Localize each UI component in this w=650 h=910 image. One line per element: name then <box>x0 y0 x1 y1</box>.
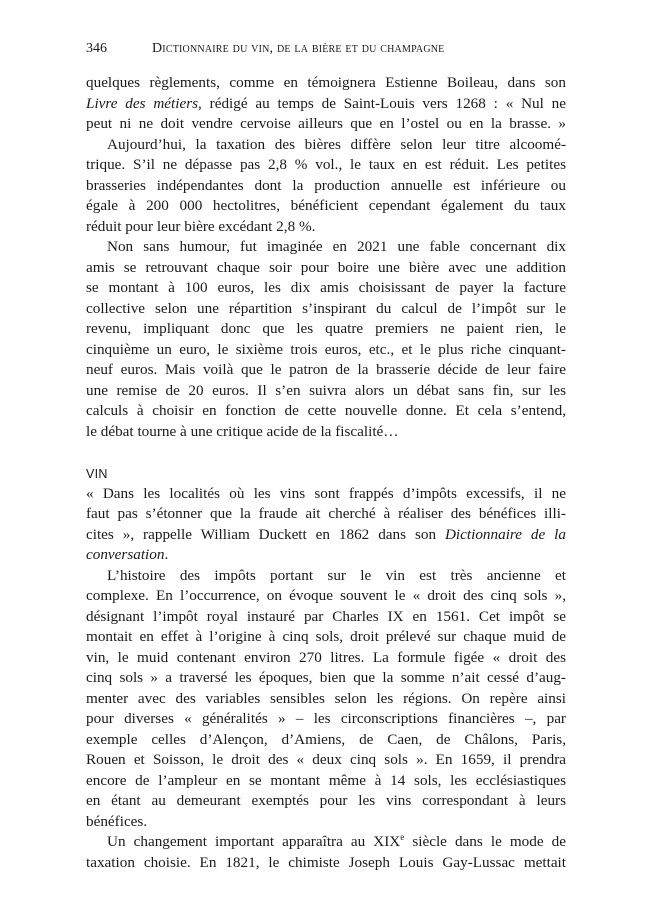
text-line: complexe. En l’occurrence, on évoque souvent le « droit des cinq sols », <box>86 587 566 604</box>
book-title: Dictionnaire de la <box>444 525 566 543</box>
text-line: cinquième un euro, le sixième trois euros, etc., et le plus riche cinquant- <box>86 340 566 358</box>
text-line: L’histoire des impôts portant sur le vin est très ancienne et <box>107 566 566 584</box>
section-spacer <box>86 442 566 463</box>
text-line: collective selon une répartition s’inspirant du calcul de l’impôt sur le <box>86 299 566 317</box>
text-line: bénéfices. <box>86 812 148 830</box>
book-title: Livre des métiers <box>86 94 199 112</box>
text-line: une remise de 20 euros. Il s’en suivra alors un débat sans fin, sur les <box>86 381 566 399</box>
text-line: amis se retrouvant chaque soir pour boire une bière avec une addition <box>86 258 566 276</box>
text-line: cinq sols » a traversé les époques, bien que la somme n’ait cessé d’aug- <box>86 669 566 686</box>
text-line: le débat tourne à une critique acide de la fiscalité… <box>86 422 399 440</box>
text-line: Rouen et Soisson, le droit des « deux cinq sols ». En 1659, il prendra <box>86 751 566 768</box>
running-header <box>86 40 566 58</box>
text-line: trique. S’il ne dépasse pas 2,8 % vol., le taux en est réduit. Les petites <box>86 156 566 173</box>
text-line: en étant au demeurant exemptés pour les vins correspondant à leurs <box>86 792 566 809</box>
entry-heading: VIN <box>86 467 108 481</box>
text-line: revenu, impliquant donc que les quatre premiers ne paient rien, le <box>86 320 566 337</box>
text-line: désignant l’impôt royal instauré par Charles IX en 1561. Cet impôt se <box>86 607 566 625</box>
text-line: vin, le muid contenant environ 270 litres. La formule figée « droit des <box>86 648 566 666</box>
text-line: Non sans humour, fut imaginée en 2021 une fable concernant dix <box>107 238 566 255</box>
text-line: Aujourd’hui, la taxation des bières diffère selon leur titre alcoomé- <box>107 135 566 153</box>
text-line: cites », rappelle William Duckett en 1862 dans son Dictionnaire de la <box>86 525 566 543</box>
text-line: brasseries indépendantes dont la production annuelle est inférieure ou <box>86 176 566 194</box>
text-line: réduit pour leur bière excédant 2,8 %. <box>86 217 316 235</box>
text-line: taxation choisie. En 1821, le chimiste Joseph Louis Gay-Lussac mettait <box>86 853 566 871</box>
text-line: quelques règlements, comme en témoignera Estienne Boileau, dans son <box>86 74 566 91</box>
text-line: neuf euros. Mais voilà que le patron de la brasserie décide de leur faire <box>86 361 566 378</box>
page-number: 346 <box>86 41 107 56</box>
text-line: « Dans les localités où les vins sont frappés d’impôts excessifs, il ne <box>86 484 566 502</box>
text-line: égale à 200 000 hectolitres, bénéficient cependant également du taux <box>86 197 566 214</box>
text-line: Livre des métiers, rédigé au temps de Saint-Louis vers 1268 : « Nul ne <box>86 94 566 112</box>
text-line: calculs à choisir en fonction de cette nouvelle donne. Et cela s’entend, <box>86 402 566 419</box>
text-line: se montant à 100 euros, les dix amis choisissant de payer la facture <box>86 279 566 296</box>
text-line: pour diverses « généralités » – les circonscriptions financières –, par <box>86 710 566 727</box>
book-title: conversation <box>86 546 165 563</box>
text-line: peut ni ne doit vendre cervoise ailleurs que en l’ostel ou en la brasse. » <box>86 115 566 132</box>
text-line: exemple celles d’Alençon, d’Amiens, de Caen, de Châlons, Paris, <box>86 730 566 748</box>
text-line: menter avec des variables sensibles selon les régions. On repère ainsi <box>86 689 566 707</box>
body-text <box>86 73 566 873</box>
text-line: Un changement important apparaîtra au XIXe siècle dans le mode de <box>107 832 566 850</box>
text-line: montait en effet à l’origine à cinq sols, droit prélevé sur chaque muid de <box>86 628 566 645</box>
superscript: e <box>400 832 405 842</box>
text-line: encore de l’ampleur en se montant même à 14 sols, les ecclésiastiques <box>86 771 566 789</box>
running-title: Dictionnaire du vin, de la bière et du champagne <box>152 41 445 56</box>
text-line: conversation. <box>86 546 169 563</box>
text-line: faut pas s’étonner que la fraude ait cherché à réaliser des bénéfices illi- <box>86 505 566 522</box>
